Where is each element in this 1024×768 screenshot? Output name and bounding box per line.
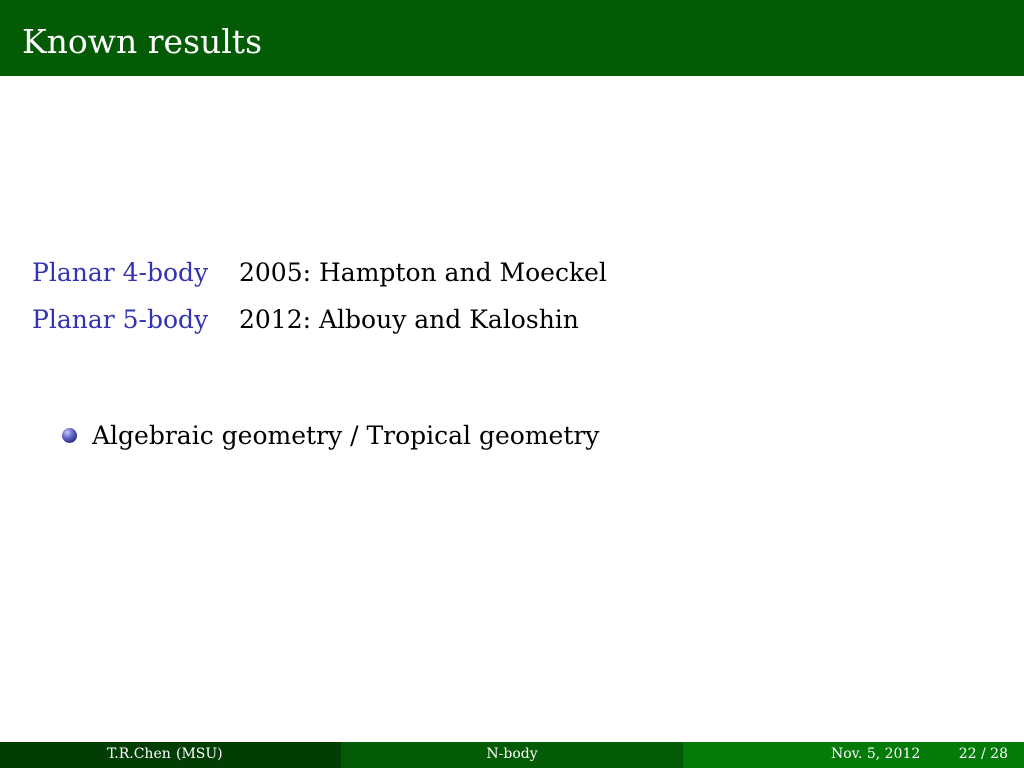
footer-date-section <box>683 742 1024 768</box>
slide-title: Known results <box>22 22 263 61</box>
footer-author: T.R.Chen <box>107 746 171 762</box>
footer-title: N-body <box>486 746 538 762</box>
result-year: 2005: <box>239 258 312 287</box>
bullet-text: Algebraic geometry / Tropical geometry <box>92 421 600 450</box>
result-authors: Hampton and Moeckel <box>319 258 607 287</box>
result-label: Planar 4-body <box>32 258 209 287</box>
result-label: Planar 5-body <box>32 305 209 334</box>
bullet-ball-icon <box>62 428 77 443</box>
title-bar <box>0 0 1024 76</box>
footer-date: Nov. 5, 2012 <box>831 746 921 762</box>
footer-institute: (MSU) <box>176 746 223 762</box>
result-year: 2012: <box>239 305 312 334</box>
footer-author-section <box>0 742 341 768</box>
footer-title-section <box>341 742 683 768</box>
footer-page-number: 22 / 28 <box>958 746 1008 762</box>
footer <box>0 742 1024 768</box>
result-authors: Albouy and Kaloshin <box>319 305 579 334</box>
